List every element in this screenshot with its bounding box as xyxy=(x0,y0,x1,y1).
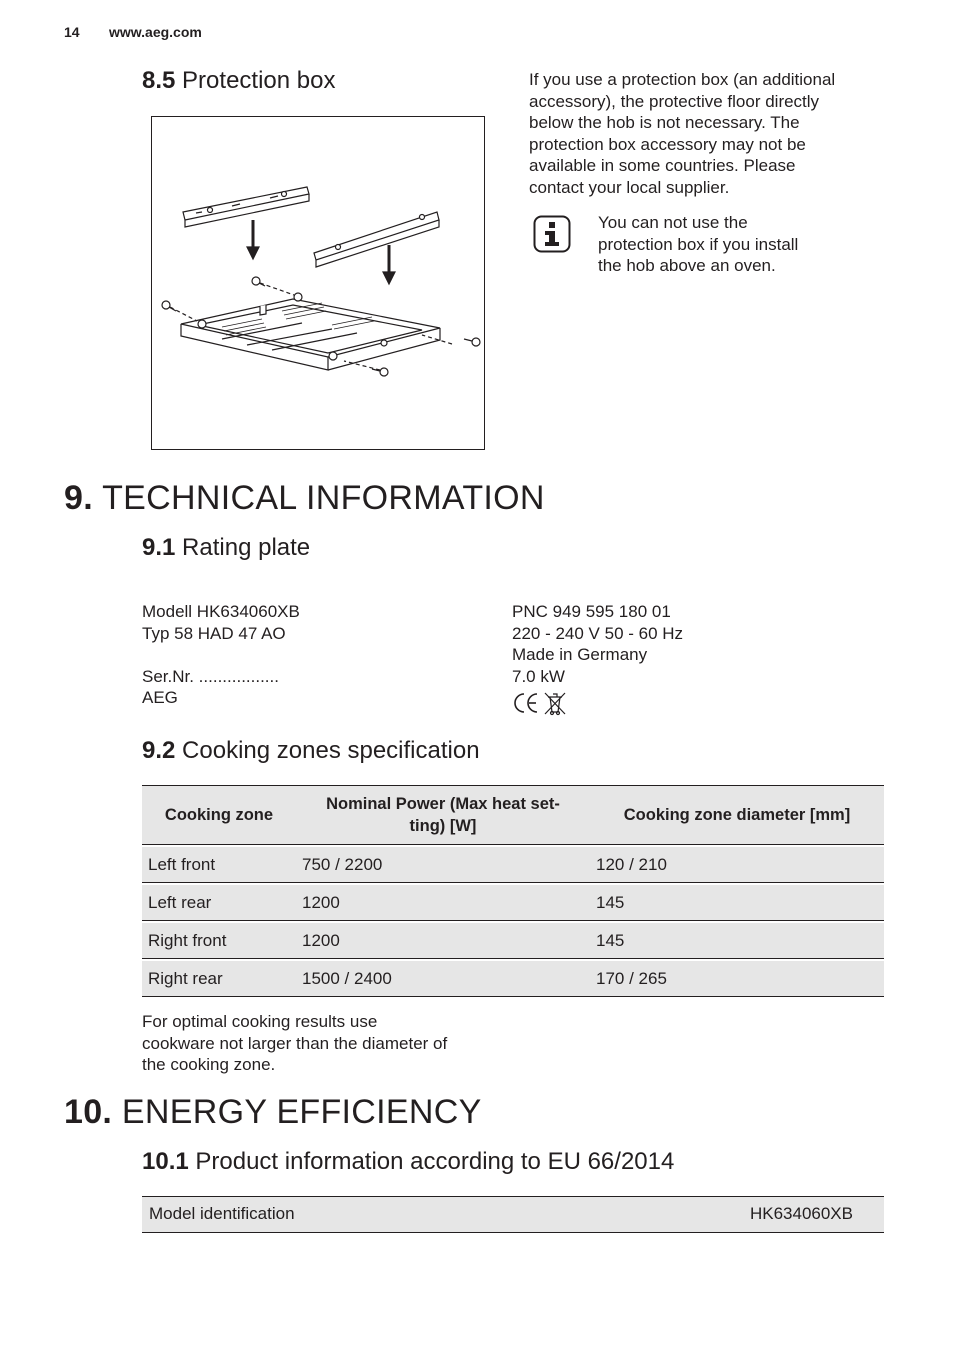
table-cell: 1200 xyxy=(296,923,590,959)
row-value: HK634060XB xyxy=(749,1204,853,1223)
section-number: 10.1 xyxy=(142,1148,189,1175)
table-cell: Left front xyxy=(142,847,296,883)
note-line: You can not use the xyxy=(598,213,748,232)
section-title: Product information according to EU 66/2014 xyxy=(195,1148,675,1175)
chapter-title: TECHNICAL INFORMATION xyxy=(102,479,545,517)
paragraph-line: accessory), the protective floor directly xyxy=(529,91,820,111)
table-row xyxy=(142,847,884,883)
section-8-5-heading xyxy=(142,66,335,96)
chapter-title: ENERGY EFFICIENCY xyxy=(121,1093,482,1131)
chapter-9-heading xyxy=(64,478,545,518)
table-row xyxy=(142,885,884,921)
chapter-10-heading xyxy=(64,1092,482,1132)
rating-plate-right xyxy=(512,601,683,687)
info-note xyxy=(598,212,798,277)
section-title: Protection box xyxy=(182,67,336,94)
section-title: Rating plate xyxy=(182,534,311,561)
table-cell: Right rear xyxy=(142,961,296,997)
table-cell: 120 / 210 xyxy=(590,847,884,883)
note-line: For optimal cooking results use xyxy=(142,1012,378,1031)
model-identification-row xyxy=(142,1196,884,1233)
paragraph-line: protection box accessory may not be xyxy=(529,134,806,154)
paragraph-line: If you use a protection box (an additional xyxy=(529,70,836,89)
table-cell: 1200 xyxy=(296,885,590,921)
table-row xyxy=(142,961,884,997)
header-url: www.aeg.com xyxy=(109,24,202,40)
section-number: 9.2 xyxy=(142,737,176,764)
info-icon xyxy=(533,215,571,253)
table-cell: 1500 / 2400 xyxy=(296,961,590,997)
section-10-1-heading xyxy=(142,1147,674,1177)
section-9-1-heading xyxy=(142,533,310,563)
weee-bin-icon xyxy=(545,693,565,715)
note-line: the cooking zone. xyxy=(142,1055,276,1075)
rating-line: PNC 949 595 180 01 xyxy=(512,602,671,621)
column-header: Cooking zone diameter [mm] xyxy=(590,786,884,845)
protection-box-illustration xyxy=(151,116,485,450)
ce-mark-icon xyxy=(515,694,537,712)
certification-marks xyxy=(512,690,568,716)
chapter-number: 9. xyxy=(64,479,93,517)
rating-line: Typ 58 HAD 47 AO xyxy=(142,623,286,643)
table-cell: Left rear xyxy=(142,885,296,921)
page-number: 14 xyxy=(64,24,80,40)
note-line: protection box if you install xyxy=(598,234,799,254)
cooking-zones-table xyxy=(142,785,884,997)
note-line: cookware not larger than the diameter of xyxy=(142,1033,448,1053)
paragraph-line: available in some countries. Please xyxy=(529,156,796,176)
section-number: 9.1 xyxy=(142,534,176,561)
table-cell: 145 xyxy=(590,923,884,959)
chapter-number: 10. xyxy=(64,1093,113,1131)
header-line: ting) [W] xyxy=(409,817,477,835)
paragraph-line: below the hob is not necessary. The xyxy=(529,113,800,133)
column-header: Cooking zone xyxy=(142,786,296,845)
section-9-2-heading xyxy=(142,736,480,766)
table-cell: 145 xyxy=(590,885,884,921)
table-cell: 170 / 265 xyxy=(590,961,884,997)
cookware-note xyxy=(142,1011,447,1076)
rating-line: Made in Germany xyxy=(512,645,648,665)
row-label: Model identification xyxy=(149,1204,295,1223)
note-line: the hob above an oven. xyxy=(598,256,776,276)
protection-box-paragraph xyxy=(529,69,835,199)
paragraph-line: contact your local supplier. xyxy=(529,177,730,197)
section-number: 8.5 xyxy=(142,67,176,94)
header-line: Nominal Power (Max heat set- xyxy=(326,795,560,813)
table-cell: Right front xyxy=(142,923,296,959)
table-row xyxy=(142,923,884,959)
column-header xyxy=(296,786,590,845)
rating-line: AEG xyxy=(142,688,178,708)
table-cell: 750 / 2200 xyxy=(296,847,590,883)
rating-line: Modell HK634060XB xyxy=(142,602,300,621)
rating-line: 220 - 240 V 50 - 60 Hz xyxy=(512,623,684,643)
rating-line: Ser.Nr. ................. xyxy=(142,666,279,686)
section-title: Cooking zones specification xyxy=(182,737,480,764)
table-header-row xyxy=(142,786,884,845)
rating-plate-left xyxy=(142,601,300,709)
cooking-zones-table-wrap xyxy=(142,785,884,997)
rating-line: 7.0 kW xyxy=(512,666,565,686)
rating-line xyxy=(142,644,300,666)
